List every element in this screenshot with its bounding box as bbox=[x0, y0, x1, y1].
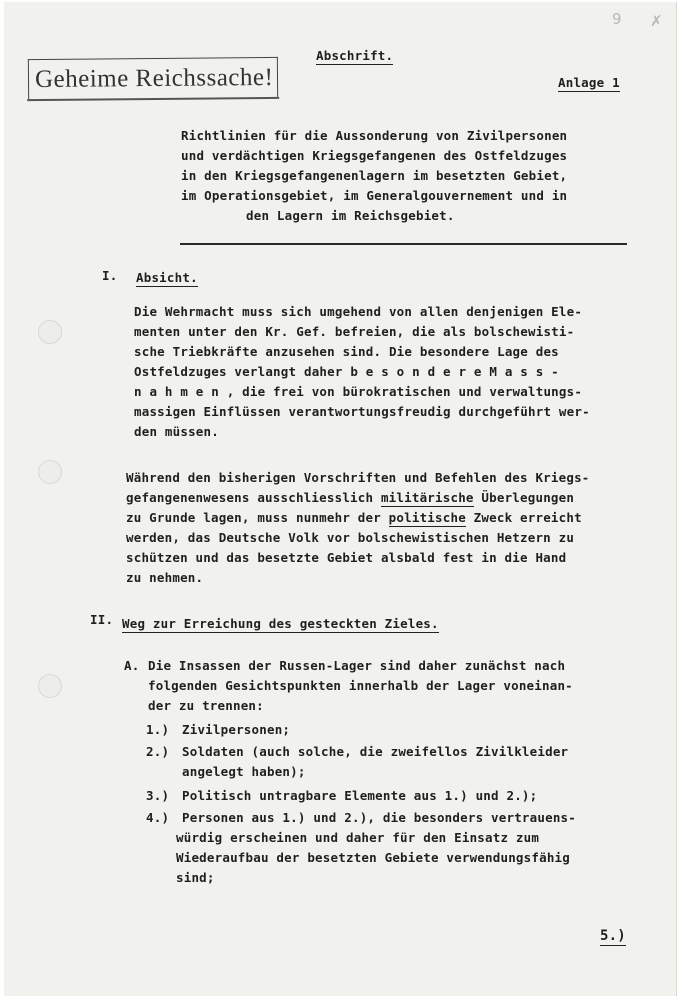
intro-line-1: Richtlinien für die Aussonderung von Zivilpersonen bbox=[181, 128, 568, 143]
section-1-heading bbox=[136, 268, 198, 288]
s1-p1-line-7: den müssen. bbox=[134, 424, 219, 439]
section-2-heading-text: Weg zur Erreichung des gesteckten Zieles. bbox=[122, 616, 439, 631]
s1-p1-line-3: sche Triebkräfte anzusehen sind. Die besondere Lage des bbox=[134, 344, 559, 359]
intro-line-5: den Lagern im Reichsgebiet. bbox=[246, 208, 455, 223]
item-2-line-2: angelegt haben); bbox=[182, 764, 306, 779]
s2-a-line-3: der zu trennen: bbox=[148, 698, 264, 713]
item-1-number: 1.) bbox=[146, 722, 170, 737]
item-2-line-1: Soldaten (auch solche, die zweifellos Zivilkleider bbox=[182, 744, 569, 759]
intro-line-3: in den Kriegsgefangenenlagern im besetzten Gebiet, bbox=[181, 168, 568, 183]
intro-line-2: und verdächtigen Kriegsgefangenen des Ostfeldzuges bbox=[181, 148, 568, 163]
s1-p2-line-2 bbox=[126, 488, 574, 508]
s1-p2-line-1: Während den bisherigen Vorschriften und Befehlen des Kriegs- bbox=[126, 470, 590, 485]
s2-a-line-2: folgenden Gesichtspunkten innerhalb der Lager voneinan- bbox=[148, 678, 573, 693]
s2-a-line-1: Die Insassen der Russen-Lager sind daher zunächst nach bbox=[148, 658, 566, 673]
item-4-line-2: würdig erscheinen und daher für den Einsatz zum bbox=[176, 830, 540, 845]
underlined-politische: politische bbox=[388, 510, 466, 525]
s1-p1-line-6: massigen Einflüssen verantwortungsfreudig durchgeführt wer- bbox=[134, 404, 590, 419]
s1-p2-line-5: schützen und das besetzte Gebiet alsbald fest in die Hand bbox=[126, 550, 567, 565]
section-1-heading-text: Absicht. bbox=[136, 270, 198, 285]
punch-hole-2 bbox=[38, 460, 62, 484]
item-4-line-4: sind; bbox=[176, 870, 215, 885]
doc-title-text: Abschrift. bbox=[316, 48, 394, 63]
item-3-line-1: Politisch untragbare Elemente aus 1.) und 2.); bbox=[182, 788, 538, 803]
next-page-marker bbox=[600, 926, 626, 946]
corner-scribble-icon: ✗ bbox=[650, 12, 663, 30]
s1-p2-line-6: zu nehmen. bbox=[126, 570, 204, 585]
item-3-number: 3.) bbox=[146, 788, 170, 803]
annex-label bbox=[558, 73, 620, 93]
intro-line-4: im Operationsgebiet, im Generalgouvernement und in bbox=[181, 188, 568, 203]
s1-p2-line-2a: gefangenenwesens ausschliesslich bbox=[126, 490, 381, 505]
s1-p2-line-4: werden, das Deutsche Volk vor bolschewistischen Hetzern zu bbox=[126, 530, 575, 545]
section-2-heading bbox=[122, 614, 439, 634]
secret-stamp: Geheime Reichssache! bbox=[28, 57, 278, 99]
s1-p2-line-2b: Überlegungen bbox=[473, 490, 575, 505]
s1-p2-line-3 bbox=[126, 508, 582, 528]
item-4-line-1: Personen aus 1.) und 2.), die besonders vertrauens- bbox=[182, 810, 577, 825]
item-4-line-3: Wiederaufbau der besetzten Gebiete verwendungsfähig bbox=[176, 850, 571, 865]
s1-p2-line-3a: zu Grunde lagen, muss nunmehr der bbox=[126, 510, 389, 525]
item-1-line-1: Zivilpersonen; bbox=[182, 722, 291, 737]
punch-hole-1 bbox=[38, 320, 62, 344]
s1-p1-line-5: n a h m e n , die frei von bürokratischen und verwaltungs- bbox=[134, 384, 583, 399]
annex-label-text: Anlage 1 bbox=[558, 75, 620, 90]
next-page-marker-text: 5.) bbox=[600, 928, 626, 944]
s1-p1-line-1: Die Wehrmacht muss sich umgehend von allen denjenigen Ele- bbox=[134, 304, 583, 319]
corner-mark: 9 bbox=[612, 10, 622, 28]
doc-title bbox=[316, 46, 393, 66]
s2-a-label: A. bbox=[124, 658, 140, 673]
s1-p1-line-2: menten unter den Kr. Gef. befreien, die als bolschewisti- bbox=[134, 324, 575, 339]
item-2-number: 2.) bbox=[146, 744, 170, 759]
underlined-militaerische: militärische bbox=[380, 490, 474, 505]
item-4-number: 4.) bbox=[146, 810, 170, 825]
punch-hole-3 bbox=[38, 674, 62, 698]
section-1-number: I. bbox=[102, 268, 118, 283]
section-2-number: II. bbox=[90, 612, 114, 627]
s1-p2-line-3b: Zweck erreicht bbox=[465, 510, 582, 525]
s1-p1-line-4: Ostfeldzuges verlangt daher b e s o n d e r e M a s s - bbox=[134, 364, 559, 379]
title-rule bbox=[180, 243, 627, 245]
